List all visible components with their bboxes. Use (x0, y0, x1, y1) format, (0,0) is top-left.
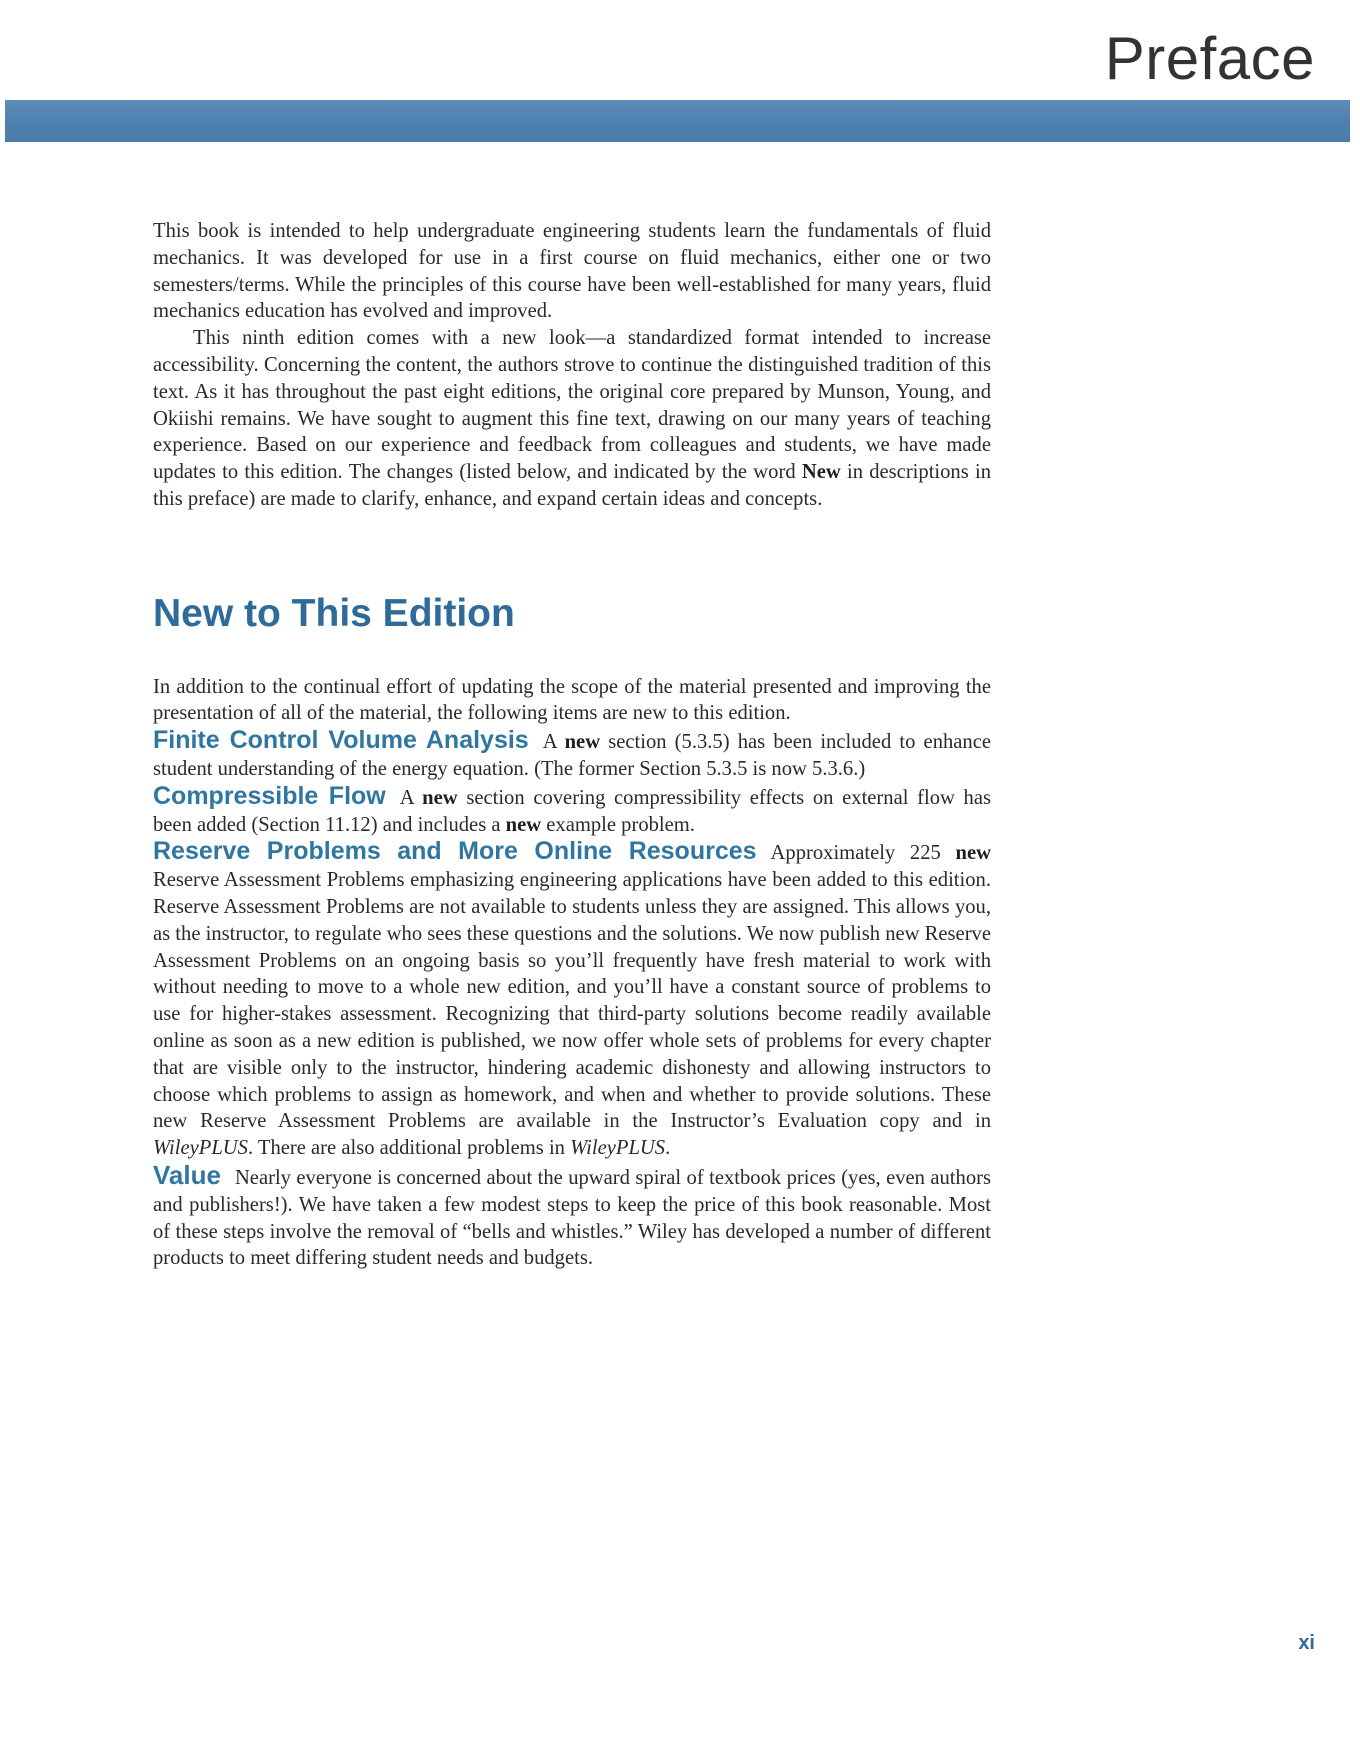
item-text: Reserve Assessment Problems emphasizing engineering applications have been added to this edition. Reserve Assessment Problems are not available to students unless they are assigned. This allows you, as the instructor, to regulate who sees these questions and the solutions. We now publish new Reserve Assessment Problems on an ongoing basis so you’ll frequently have fresh material to work with without needing to move to a whole new edition, and you’ll have a constant source of problems to use for higher-stakes assessment. Recognizing that third-party solutions become readily available online as soon as a new edition is published, we now offer whole sets of problems for every chapter that are visible only to the instructor, hindering academic dishonesty and allowing instructors to choose which problems to assign as homework, and when and whether to provide solutions. These new Reserve Assessment Problems are available in the Instructor’s Evaluation copy and in (153, 869, 991, 1133)
item-value (153, 1159, 991, 1272)
item-compressible-flow (153, 783, 991, 839)
item-text: A (542, 731, 565, 754)
intro-paragraph-2-text: This ninth edition comes with a new look—a standardized format intended to increase accessibility. Concerning the content, the authors strove to continue the distinguished tradition of this text. As it has throughout the past eight editions, the original core prepared by Munson, Young, and Okiishi remains. We have sought to augment this fine text, drawing on our many years of teaching experience. Based on our experience and feedback from colleagues and students, we have made updates to this edition. The changes (listed below, and indicated by the word (153, 327, 991, 484)
item-heading: Reserve Problems and More Online Resources (153, 837, 757, 866)
item-heading: Value (153, 1159, 221, 1190)
wileyplus-name: WileyPLUS (570, 1137, 666, 1160)
section-intro: In addition to the continual effort of updating the scope of the material presented and improving the presentation of all of the material, the following items are new to this edition. (153, 675, 991, 725)
wileyplus-name: WileyPLUS (153, 1137, 248, 1160)
new-keyword: new (564, 731, 601, 754)
item-heading: Finite Control Volume Analysis (153, 726, 529, 755)
intro-paragraph-2 (153, 325, 991, 513)
item-text: example problem. (541, 813, 695, 836)
page-content (153, 218, 991, 1272)
new-keyword: new (955, 842, 991, 865)
item-text: section (5.3.5) has been included to enhance student understanding of the energy equation. (The former Section 5.3.5 is now 5.3.6.) (153, 731, 992, 780)
new-keyword: New (801, 461, 841, 484)
item-text: section covering compressibility effects on external flow has been added (Section 11.12) and includes a (153, 786, 992, 836)
item-heading: Compressible Flow (153, 781, 386, 810)
new-keyword: new (422, 786, 458, 809)
page-number: xi (1298, 1632, 1315, 1654)
item-text: A (399, 786, 423, 809)
item-reserve-problems (153, 838, 991, 1162)
section-heading: New to This Edition (153, 591, 515, 635)
page-title: Preface (1104, 25, 1315, 92)
item-text: . There are also additional problems in (247, 1137, 571, 1160)
item-text: Approximately 225 (770, 842, 956, 865)
intro-paragraph-2-text-end: in descriptions in this preface) are made to clarify, enhance, and expand certain ideas and concepts. (153, 461, 991, 510)
new-keyword: new (505, 813, 542, 836)
intro-paragraph: This book is intended to help undergraduate engineering students learn the fundamentals of fluid mechanics. It was developed for use in a first course on fluid mechanics, either one or two semesters/terms. While the principles of this course have been well-established for many years, fluid mechanics education has evolved and improved. (153, 220, 991, 323)
item-text: Nearly everyone is concerned about the upward spiral of textbook prices (yes, even authors and publishers!). We have taken a few modest steps to keep the price of this book reasonable. Most of these steps involve the removal of “bells and whistles.” Wiley has developed a number of different products to meet differing student needs and budgets. (153, 1166, 991, 1270)
item-finite-control-volume (153, 727, 991, 783)
header-band (5, 100, 1350, 142)
item-text: . (665, 1137, 671, 1160)
